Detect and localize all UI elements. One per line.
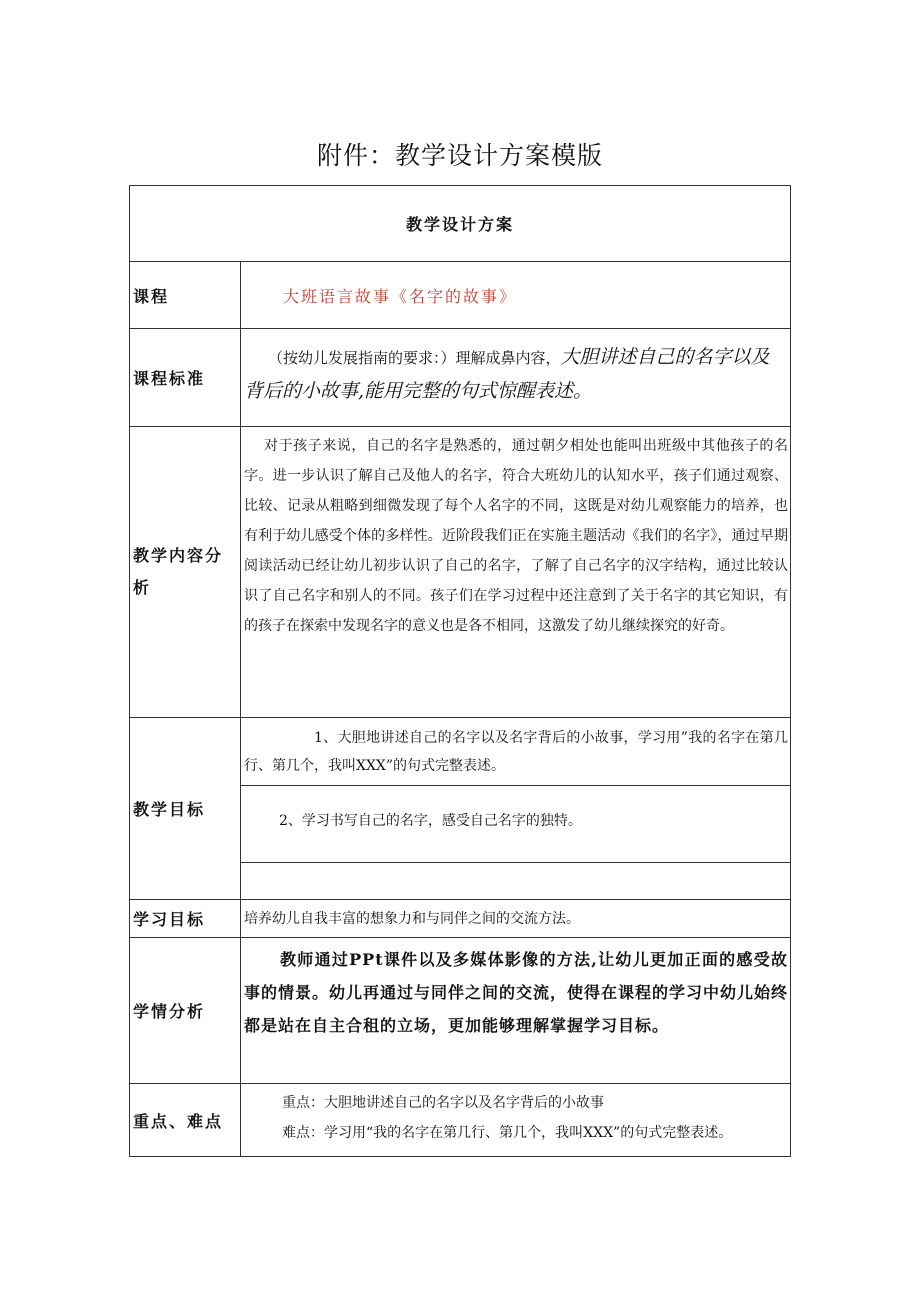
- objective-1: 1、大胆地讲述自己的名字以及名字背后的小故事，学习用”我的名字在第几行、第几个，我叫XXX”的句式完整表述。: [244, 730, 788, 774]
- key-point-text: 重点：大胆地讲述自己的名字以及名字背后的小故事: [282, 1095, 604, 1111]
- content-analysis-row: [130, 426, 790, 717]
- standard-text-part2: 大胆讲述自己的名字以及背后的小故事,能用完整的句式惊醒表述。: [244, 346, 770, 402]
- objectives-label: 教学目标: [130, 718, 241, 899]
- learning-goal-row: [130, 899, 790, 937]
- situation-label: 学情分析: [130, 938, 241, 1083]
- objectives-row: [130, 717, 790, 899]
- course-label: 课程: [130, 262, 241, 328]
- table-header-row: [130, 186, 790, 261]
- situation-text: 教师通过PPt课件以及多媒体影像的方法,让幼儿更加正面的感受故事的情景。幼儿再通过与同伴之间的交流，使得在课程的学习中幼儿始终都是站在自主合租的立场，更加能够理解掌握学习目标。: [244, 950, 789, 1035]
- lesson-plan-table: [129, 185, 791, 1157]
- table-header: 教学设计方案: [405, 215, 514, 234]
- standard-row: [130, 328, 790, 426]
- situation-row: [130, 937, 790, 1083]
- course-value: 大班语言故事《名字的故事》: [283, 286, 518, 306]
- standard-text: [244, 341, 788, 409]
- key-points-label: 重点、难点: [130, 1084, 241, 1156]
- course-row: [130, 261, 790, 328]
- content-analysis-text: 对于孩子来说，自己的名字是熟悉的，通过朝夕相处也能叫出班级中其他孩子的名字。进一步认识了解自己及他人的名字，符合大班幼儿的认知水平，孩子们通过观察、比较、记录从粗略到细微发现了每个人名字的不同，这既是对幼儿观察能力的培养，也有利于幼儿感受个体的多样性。近阶段我们正在实施主题活动《我们的名字》，通过早期阅读活动已经让幼儿初步认识了自己的名字，了解了自己名字的汉字结构，通过比较认识了自己名字和别人的不同。孩子们在学习过程中还注意到了关于名字的其它知识，有的孩子在探索中发现名字的意义也是各不相同，这激发了幼儿继续探究的好奇。: [244, 438, 788, 634]
- objective-empty-cell: [241, 862, 790, 900]
- content-analysis-label: 教学内容分析: [130, 427, 241, 717]
- objective-2-cell: [241, 785, 790, 862]
- key-points-row: [130, 1083, 790, 1156]
- learning-goal-label: 学习目标: [130, 900, 241, 937]
- document-title: 附件：教学设计方案模版: [316, 141, 603, 170]
- difficulty-text: 难点：学习用“我的名字在第几行、第几个，我叫XXX”的句式完整表述。: [282, 1125, 733, 1141]
- objective-1-cell: [241, 718, 790, 785]
- learning-goal-text: 培养幼儿自我丰富的想象力和与同伴之间的交流方法。: [244, 910, 580, 927]
- standard-label: 课程标准: [130, 329, 241, 426]
- standard-text-part1: （按幼儿发展指南的要求：）理解成鼻内容，: [268, 349, 561, 367]
- objective-2: 2、学习书写自己的名字，感受自己名字的独特。: [279, 813, 582, 829]
